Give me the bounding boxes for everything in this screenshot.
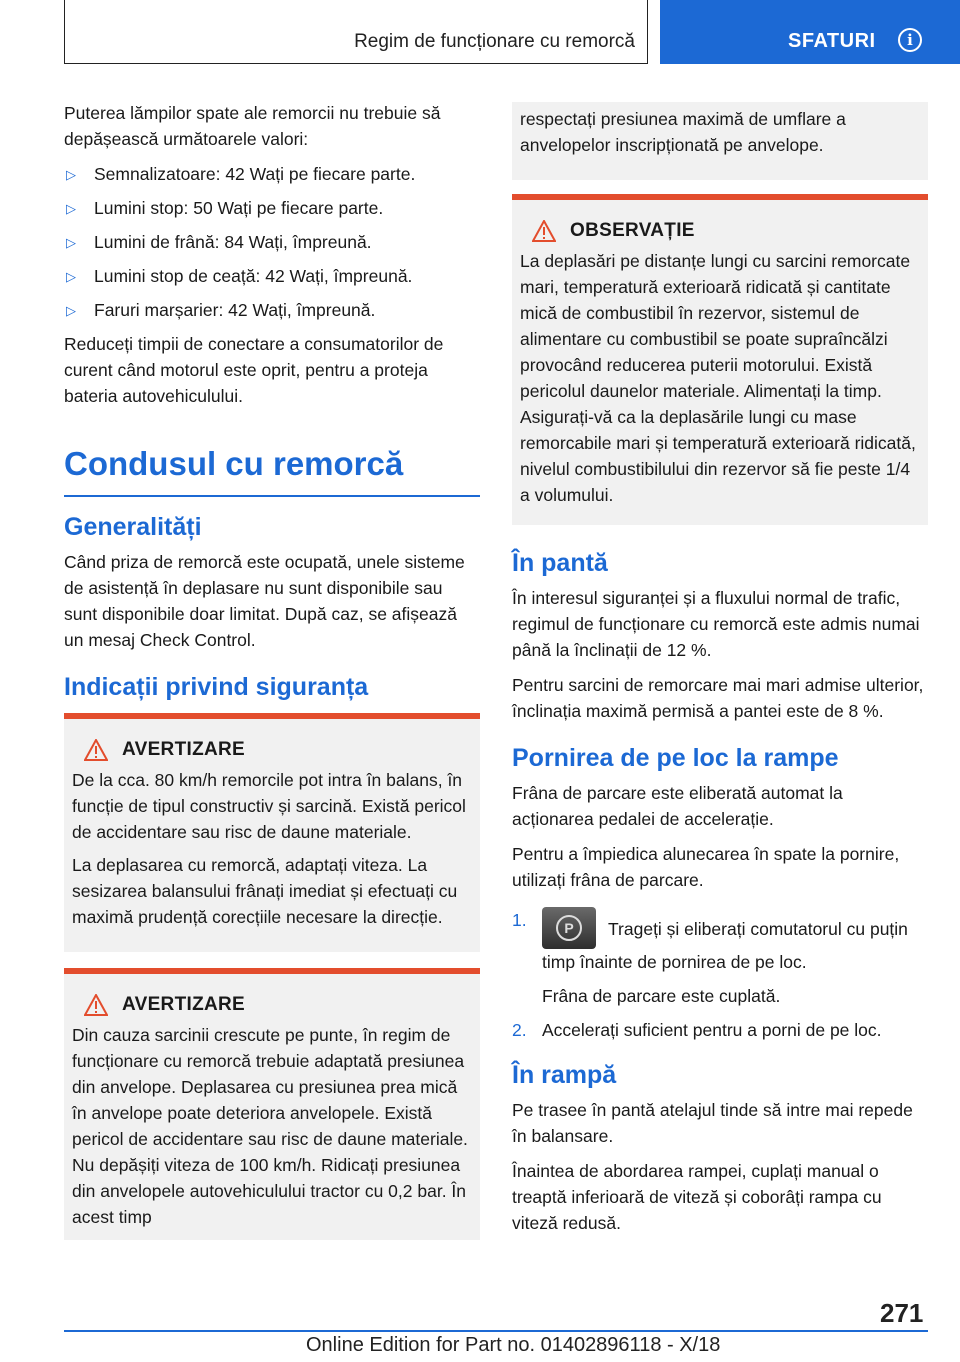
warning-box-sway	[64, 713, 480, 952]
slope-text: În interesul siguranței și a fluxului normal de trafic, regimul de funcționare cu remorcă este admis numai până la înclinații de 12 %.	[512, 588, 920, 660]
warning-triangle-icon	[84, 739, 108, 761]
note-box-fuel	[512, 194, 928, 525]
warning-header	[84, 739, 472, 761]
warning-text: De la cca. 80 km/h remorcile pot intra în balans, în funcție de tipul constructiv și sarcină. Există pericol de accidentare sau risc de daune materiale.	[72, 770, 466, 842]
heading-slope: În pantă	[512, 549, 608, 577]
note-text: La deplasări pe distanțe lungi cu sarcini remorcate mari, temperatură exterioară ridicată și cantitate mică de combustibil în rezervor, sistemul de alimentare cu combustibil se poate supraîncălzi provocând reducerea puterii motorului. Există pericolul daunelor materiale. Alimentați la timp. Asigurați-vă ca la deplasările lungi cu mase remorcabile mari și temperatură exterioară ridicată, nivelul combustibilului din rezervor să fie peste 1/4 a volumului.	[520, 251, 916, 505]
start-text: Frâna de parcare este eliberată automat la acționarea pedalei de accelerație.	[512, 783, 843, 829]
header-title-box	[64, 0, 648, 64]
triangle-bullet-icon: ▷	[66, 167, 76, 182]
slope-text: Pentru sarcini de remorcare mai mari admise ulterior, înclinația maximă permisă a pantei este de 8 %.	[512, 675, 924, 721]
page-title: Condusul cu remorcă	[64, 445, 480, 497]
triangle-bullet-icon: ▷	[66, 269, 76, 284]
warning-triangle-icon	[532, 220, 556, 242]
list-item	[512, 907, 928, 1009]
heading-safety: Indicații privind siguranța	[64, 673, 369, 701]
start-text: Pentru a împiedica alunecarea în spate la pornire, utilizați frâna de parcare.	[512, 844, 900, 890]
warning-triangle-icon	[84, 994, 108, 1016]
header-title: Regim de funcționare cu remorcă	[354, 31, 635, 52]
triangle-bullet-icon: ▷	[66, 235, 76, 250]
heading-start-on-ramp: Pornirea de pe loc la rampe	[512, 744, 839, 772]
warning-text: Din cauza sarcinii crescute pe punte, în regim de funcționare cu remorcă trebuie adaptată presiunea din anvelope. Deplasarea cu presiunea prea mică în anvelope poate deteriora anvelopele. Există pericol de accidentare sau risc de daune materiale. Nu depășiți viteza de 100 km/h. Ridicați presiunea din anvelopele autovehiculului tractor cu 0,2 bar. În acest timp	[72, 1025, 468, 1227]
info-icon: i	[898, 28, 922, 52]
battery-note: Reduceți timpii de conectare a consumatorilor de curent când motorul este oprit, pentru a proteja bateria autovehiculului.	[64, 334, 444, 406]
triangle-bullet-icon: ▷	[66, 303, 76, 318]
step-number: 2.	[512, 1020, 527, 1040]
footer-edition: Online Edition for Part no. 01402896118 - X/18	[306, 1334, 721, 1356]
triangle-bullet-icon: ▷	[66, 201, 76, 216]
step-result: Frâna de parcare este cuplată.	[542, 986, 781, 1006]
list-item: ▷ Lumini de frână: 84 Wați, împreună.	[64, 229, 480, 255]
warning-title: AVERTIZARE	[122, 994, 245, 1015]
lamp-list	[64, 161, 480, 323]
list-item: ▷ Lumini stop de ceață: 42 Wați, împreună.	[64, 263, 480, 289]
warning-text: respectați presiunea maximă de umflare a anvelopelor inscripționată pe anvelope.	[520, 109, 846, 155]
warning-box-continued	[512, 102, 928, 180]
step-text: Accelerați suficient pentru a porni de pe loc.	[542, 1020, 882, 1040]
list-item: ▷ Semnalizatoare: 42 Wați pe fiecare parte.	[64, 161, 480, 187]
lamp-intro: Puterea lămpilor spate ale remorcii nu trebuie să depășească următoarele valori:	[64, 103, 441, 149]
right-column	[512, 100, 928, 1245]
warning-title: AVERTIZARE	[122, 739, 245, 760]
parking-brake-button-icon: P	[542, 907, 596, 949]
ramp-text: Înaintea de abordarea rampei, cuplați manual o treaptă inferioară de viteză și coborâți rampa cu viteză redusă.	[512, 1161, 882, 1233]
note-header	[532, 220, 920, 242]
warning-text: La deplasarea cu remorcă, adaptați viteza. La sesizarea balansului frânați imediat și efectuați cu maximă prudență corecțiile necesare la direcție.	[72, 855, 458, 927]
warning-header	[84, 994, 472, 1016]
list-item: ▷ Lumini stop: 50 Wați pe fiecare parte.	[64, 195, 480, 221]
heading-ramp: În rampă	[512, 1061, 617, 1089]
ramp-text: Pe trasee în pantă atelajul tinde să intre mai repede în balansare.	[512, 1100, 913, 1146]
note-title: OBSERVAȚIE	[570, 220, 695, 241]
warning-box-tire-pressure	[64, 968, 480, 1240]
page-number: 271	[880, 1298, 924, 1328]
list-item	[512, 1017, 928, 1043]
header-section-tab[interactable]	[660, 0, 960, 64]
list-item: ▷ Faruri marșarier: 42 Wați, împreună.	[64, 297, 480, 323]
general-text: Când priza de remorcă este ocupată, unele sisteme de asistență în deplasare nu sunt disponibile sau sunt disponibile doar limitat. După caz, se afișează un mesaj Check Control.	[64, 552, 465, 650]
step-number: 1.	[512, 910, 527, 930]
section-label: SFATURI	[788, 30, 876, 52]
heading-general: Generalități	[64, 513, 202, 541]
step-text: Trageți și eliberați comutatorul cu puțin timp înainte de pornirea de pe loc.	[542, 919, 908, 972]
footer-divider	[64, 1330, 928, 1332]
left-column	[64, 100, 480, 1240]
start-steps	[512, 907, 928, 1043]
